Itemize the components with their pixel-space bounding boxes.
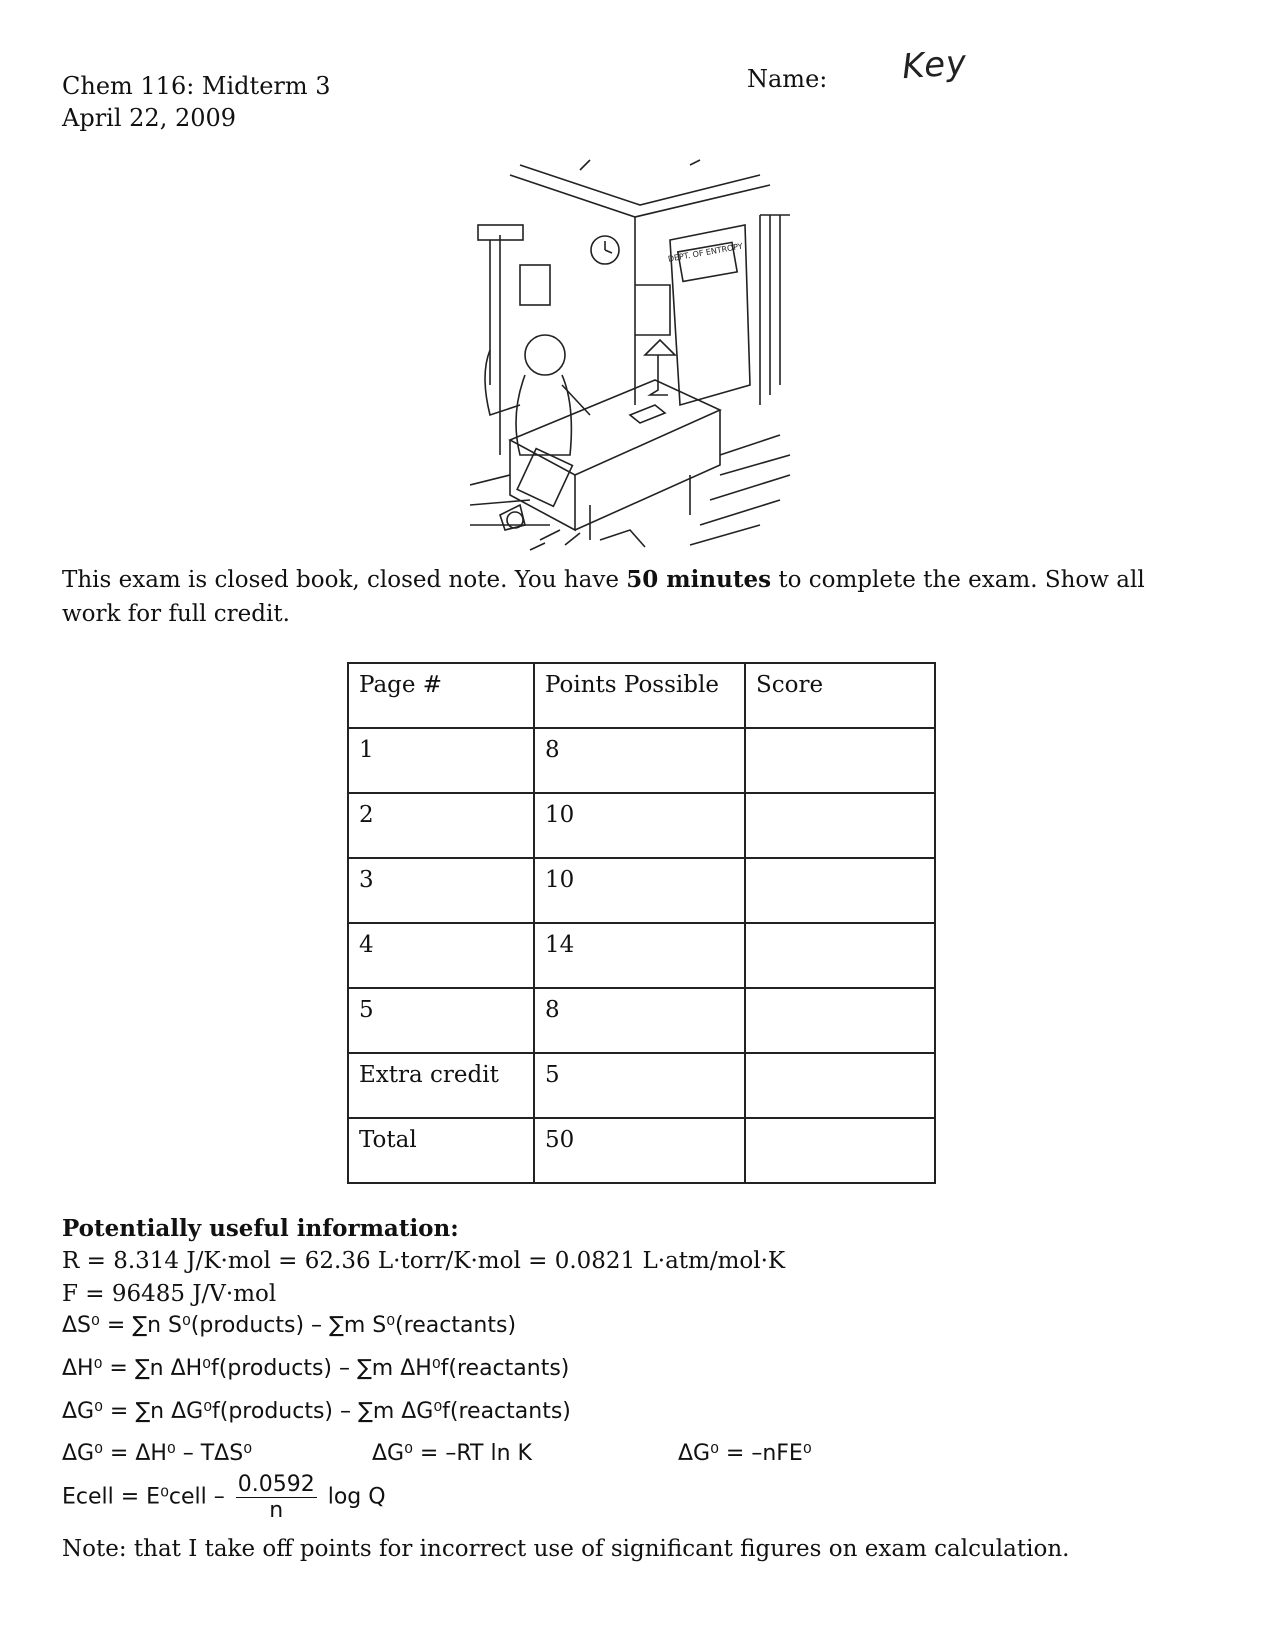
row-points: 50 [534,1118,745,1183]
score-table [347,662,936,1184]
instructions-part2: to complete the exam. Show all work for full credit. [62,567,1145,627]
row-score[interactable] [745,858,935,923]
instructions-part1: This exam is closed book, closed note. You have [62,567,627,593]
row-page: 4 [348,923,534,988]
row-score[interactable] [745,988,935,1053]
row-score[interactable] [745,728,935,793]
nernst-lhs: Ecell = E⁰cell – [62,1484,225,1510]
sig-fig-note: Note: that I take off points for incorrect use of significant figures on exam calculation. [62,1536,1070,1562]
cartoon-illustration [470,155,800,555]
nernst-numerator: 0.0592 [237,1472,315,1497]
row-points: 10 [534,793,745,858]
row-page: 1 [348,728,534,793]
row-score[interactable] [745,1053,935,1118]
rtlnk-equation: ΔG⁰ = –RT ln K [372,1441,532,1466]
header-page: Page # [348,663,534,728]
table-row [348,1118,935,1183]
gas-constant: R = 8.314 J/K·mol = 62.36 L·torr/K·mol = 0.0821 L·atm/mol·K [62,1248,786,1274]
gibbs-equation: ΔG⁰ = ΔH⁰ – TΔS⁰ [62,1441,253,1466]
row-page: 3 [348,858,534,923]
name-label: Name: [747,65,828,93]
header-score: Score [745,663,935,728]
gibbs-formation-equation: ΔG⁰ = ∑n ΔG⁰f(products) – ∑m ΔG⁰f(reactants) [62,1399,571,1424]
faraday-constant: F = 96485 J/V·mol [62,1281,277,1307]
row-score[interactable] [745,1118,935,1183]
header-points: Points Possible [534,663,745,728]
row-page: 5 [348,988,534,1053]
nfe-equation: ΔG⁰ = –nFE⁰ [678,1441,812,1466]
table-row [348,988,935,1053]
nernst-denominator: n [269,1498,284,1523]
row-points: 8 [534,728,745,793]
row-points: 5 [534,1053,745,1118]
entropy-equation: ΔS⁰ = ∑n S⁰(products) – ∑m S⁰(reactants) [62,1313,517,1338]
row-score[interactable] [745,793,935,858]
nernst-rhs: log Q [327,1484,386,1510]
table-row [348,728,935,793]
info-heading: Potentially useful information: [62,1215,459,1242]
row-points: 14 [534,923,745,988]
door-sign-text: DEPT. OF ENTROPY [667,241,744,264]
table-row [348,793,935,858]
table-header-row [348,663,935,728]
nernst-fraction [236,1472,317,1523]
row-page: Extra credit [348,1053,534,1118]
row-score[interactable] [745,923,935,988]
row-page: 2 [348,793,534,858]
row-points: 10 [534,858,745,923]
name-handwritten: Key [900,42,969,88]
instructions-time: 50 minutes [626,566,772,593]
table-row [348,923,935,988]
table-row [348,1053,935,1118]
table-row [348,858,935,923]
exam-date: April 22, 2009 [62,104,237,132]
row-points: 8 [534,988,745,1053]
course-title: Chem 116: Midterm 3 [62,72,331,100]
nernst-equation [62,1472,386,1523]
enthalpy-equation: ΔH⁰ = ∑n ΔH⁰f(products) – ∑m ΔH⁰f(reactants) [62,1356,570,1381]
instructions [62,563,1202,631]
row-page: Total [348,1118,534,1183]
